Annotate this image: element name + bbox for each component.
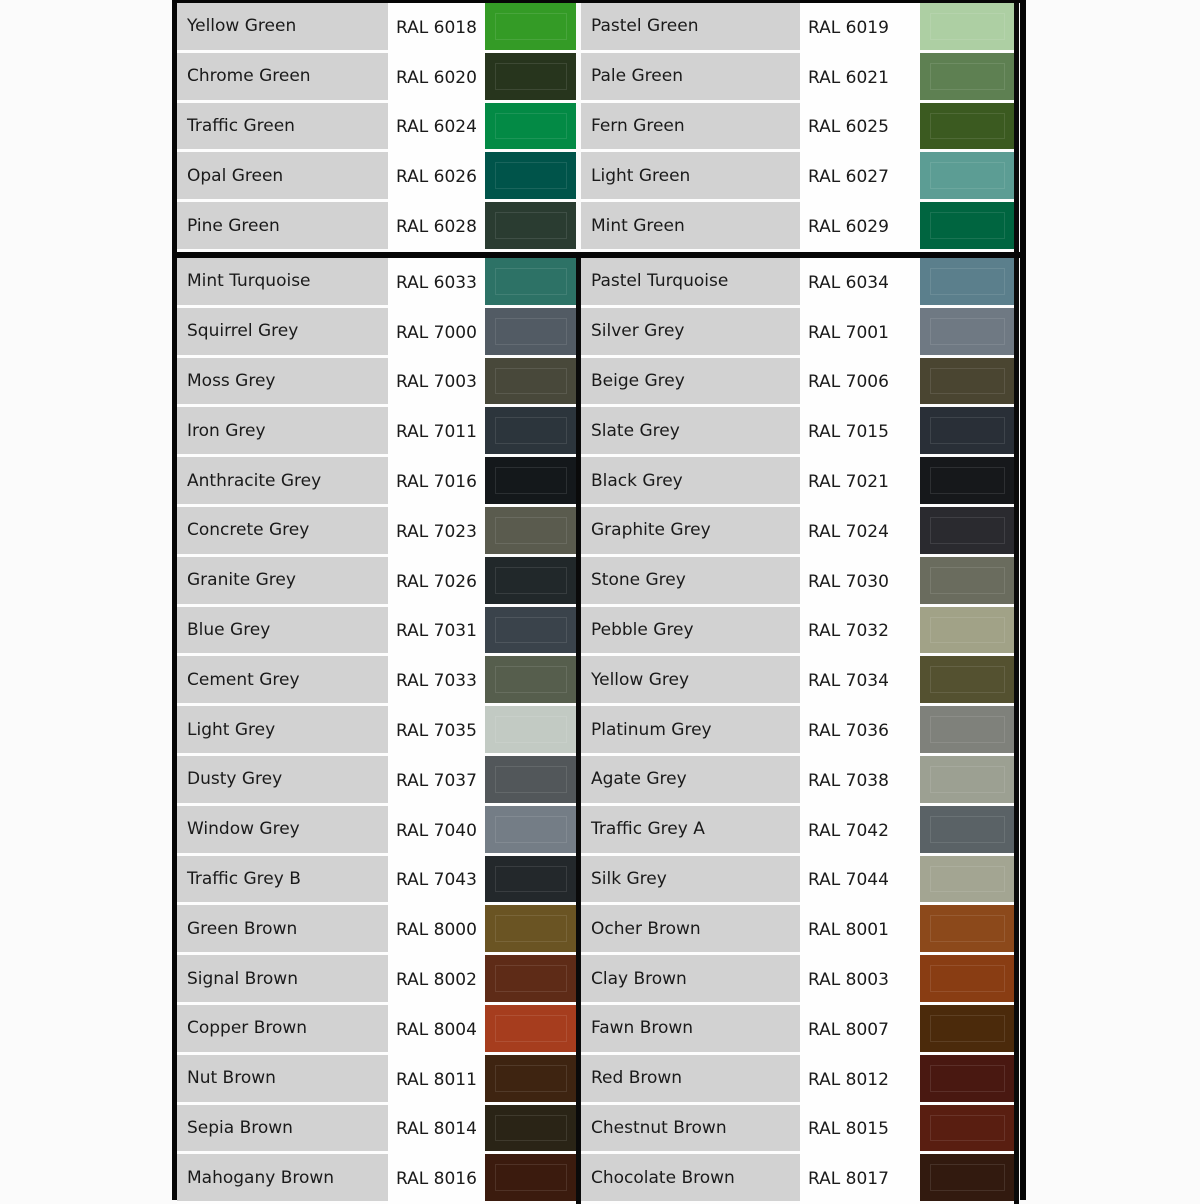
color-swatch-left — [485, 955, 576, 1005]
color-name-cell-left: Traffic Green — [177, 103, 388, 153]
table-right-edge — [1014, 955, 1019, 1005]
color-name-cell-left: Squirrel Grey — [177, 308, 388, 358]
table-right-edge — [1014, 103, 1019, 153]
color-swatch-right — [920, 152, 1014, 202]
ral-code-cell-right: RAL 6029 — [800, 202, 920, 252]
table-right-edge — [1014, 557, 1019, 607]
color-name-cell-left: Light Grey — [177, 706, 388, 756]
color-name-cell-left: Signal Brown — [177, 955, 388, 1005]
color-swatch-right — [920, 557, 1014, 607]
table-right-edge — [1014, 1055, 1019, 1105]
table-right-edge — [1014, 1105, 1019, 1155]
color-name-cell-left: Mint Turquoise — [177, 258, 388, 308]
ral-code-cell-left: RAL 7035 — [388, 706, 485, 756]
ral-chart-sheet — [172, 0, 1019, 1200]
color-name-cell-right: Black Grey — [581, 457, 800, 507]
color-name-cell-left: Anthracite Grey — [177, 457, 388, 507]
color-swatch-left — [485, 308, 576, 358]
ral-code-cell-left: RAL 8000 — [388, 905, 485, 955]
table-right-edge — [1014, 308, 1019, 358]
table-right-edge — [1014, 152, 1019, 202]
ral-code-cell-left: RAL 7016 — [388, 457, 485, 507]
color-swatch-right — [920, 202, 1014, 252]
table-right-edge — [1014, 756, 1019, 806]
color-swatch-left — [485, 152, 576, 202]
ral-code-cell-right: RAL 6034 — [800, 258, 920, 308]
color-swatch-right — [920, 358, 1014, 408]
color-swatch-right — [920, 1105, 1014, 1155]
ral-code-cell-left: RAL 7003 — [388, 358, 485, 408]
color-swatch-right — [920, 308, 1014, 358]
color-swatch-right — [920, 656, 1014, 706]
ral-code-cell-right: RAL 6021 — [800, 53, 920, 103]
ral-code-cell-right: RAL 8012 — [800, 1055, 920, 1105]
table-right-edge — [1014, 656, 1019, 706]
color-swatch-left — [485, 103, 576, 153]
color-name-cell-left: Nut Brown — [177, 1055, 388, 1105]
color-swatch-left — [485, 706, 576, 756]
color-name-cell-right: Chestnut Brown — [581, 1105, 800, 1155]
color-name-cell-right: Pebble Grey — [581, 607, 800, 657]
color-swatch-left — [485, 756, 576, 806]
color-name-cell-right: Beige Grey — [581, 358, 800, 408]
color-name-cell-right: Agate Grey — [581, 756, 800, 806]
ral-code-cell-right: RAL 6019 — [800, 3, 920, 53]
color-name-cell-right: Platinum Grey — [581, 706, 800, 756]
ral-code-cell-left: RAL 7040 — [388, 806, 485, 856]
ral-table-greys-browns — [177, 258, 1019, 1204]
color-name-cell-left: Yellow Green — [177, 3, 388, 53]
table-right-edge — [1014, 507, 1019, 557]
color-name-cell-right: Silk Grey — [581, 856, 800, 906]
color-swatch-right — [920, 507, 1014, 557]
table-right-edge — [1014, 1154, 1019, 1204]
ral-code-cell-left: RAL 7026 — [388, 557, 485, 607]
color-name-cell-right: Silver Grey — [581, 308, 800, 358]
color-name-cell-right: Yellow Grey — [581, 656, 800, 706]
ral-code-cell-left: RAL 7043 — [388, 856, 485, 906]
color-swatch-left — [485, 806, 576, 856]
table-right-edge — [1014, 358, 1019, 408]
ral-code-cell-right: RAL 7044 — [800, 856, 920, 906]
table-right-edge — [1014, 706, 1019, 756]
ral-code-cell-left: RAL 8002 — [388, 955, 485, 1005]
ral-code-cell-right: RAL 7024 — [800, 507, 920, 557]
color-name-cell-right: Fern Green — [581, 103, 800, 153]
ral-code-cell-left: RAL 8011 — [388, 1055, 485, 1105]
color-swatch-right — [920, 756, 1014, 806]
color-swatch-left — [485, 358, 576, 408]
color-name-cell-right: Mint Green — [581, 202, 800, 252]
color-swatch-left — [485, 507, 576, 557]
ral-code-cell-right: RAL 8017 — [800, 1154, 920, 1204]
ral-code-cell-right: RAL 7032 — [800, 607, 920, 657]
ral-code-cell-right: RAL 6027 — [800, 152, 920, 202]
color-name-cell-left: Blue Grey — [177, 607, 388, 657]
page-right-border — [1020, 0, 1026, 1200]
color-name-cell-left: Iron Grey — [177, 407, 388, 457]
ral-code-cell-left: RAL 8014 — [388, 1105, 485, 1155]
color-swatch-right — [920, 607, 1014, 657]
ral-code-cell-left: RAL 6018 — [388, 3, 485, 53]
color-swatch-right — [920, 856, 1014, 906]
color-name-cell-left: Dusty Grey — [177, 756, 388, 806]
table-right-edge — [1014, 258, 1019, 308]
color-name-cell-left: Traffic Grey B — [177, 856, 388, 906]
color-swatch-left — [485, 202, 576, 252]
color-swatch-left — [485, 258, 576, 308]
ral-code-cell-right: RAL 6025 — [800, 103, 920, 153]
table-right-edge — [1014, 1005, 1019, 1055]
color-swatch-left — [485, 1105, 576, 1155]
ral-code-cell-right: RAL 8007 — [800, 1005, 920, 1055]
color-name-cell-left: Cement Grey — [177, 656, 388, 706]
color-swatch-right — [920, 407, 1014, 457]
color-name-cell-right: Ocher Brown — [581, 905, 800, 955]
color-name-cell-left: Opal Green — [177, 152, 388, 202]
ral-code-cell-left: RAL 6026 — [388, 152, 485, 202]
color-swatch-left — [485, 407, 576, 457]
table-right-edge — [1014, 3, 1019, 53]
table-right-edge — [1014, 806, 1019, 856]
ral-code-cell-right: RAL 8003 — [800, 955, 920, 1005]
color-swatch-right — [920, 1055, 1014, 1105]
color-swatch-right — [920, 258, 1014, 308]
color-swatch-left — [485, 53, 576, 103]
table-right-edge — [1014, 905, 1019, 955]
ral-code-cell-left: RAL 6024 — [388, 103, 485, 153]
color-swatch-right — [920, 53, 1014, 103]
color-swatch-left — [485, 656, 576, 706]
color-name-cell-right: Pale Green — [581, 53, 800, 103]
color-swatch-right — [920, 955, 1014, 1005]
color-name-cell-left: Moss Grey — [177, 358, 388, 408]
ral-code-cell-right: RAL 7036 — [800, 706, 920, 756]
ral-code-cell-right: RAL 8001 — [800, 905, 920, 955]
color-swatch-left — [485, 607, 576, 657]
color-swatch-left — [485, 557, 576, 607]
color-swatch-left — [485, 3, 576, 53]
color-name-cell-right: Pastel Turquoise — [581, 258, 800, 308]
ral-code-cell-right: RAL 7006 — [800, 358, 920, 408]
ral-code-cell-right: RAL 7034 — [800, 656, 920, 706]
color-name-cell-right: Fawn Brown — [581, 1005, 800, 1055]
color-swatch-left — [485, 1005, 576, 1055]
color-name-cell-left: Chrome Green — [177, 53, 388, 103]
color-name-cell-left: Copper Brown — [177, 1005, 388, 1055]
ral-code-cell-right: RAL 7015 — [800, 407, 920, 457]
color-name-cell-right: Chocolate Brown — [581, 1154, 800, 1204]
ral-code-cell-right: RAL 7038 — [800, 756, 920, 806]
color-swatch-left — [485, 905, 576, 955]
color-name-cell-left: Green Brown — [177, 905, 388, 955]
color-swatch-right — [920, 103, 1014, 153]
ral-code-cell-left: RAL 6028 — [388, 202, 485, 252]
table-right-edge — [1014, 457, 1019, 507]
color-name-cell-left: Concrete Grey — [177, 507, 388, 557]
color-name-cell-right: Clay Brown — [581, 955, 800, 1005]
color-name-cell-right: Graphite Grey — [581, 507, 800, 557]
ral-code-cell-right: RAL 7042 — [800, 806, 920, 856]
table-right-edge — [1014, 407, 1019, 457]
table-right-edge — [1014, 53, 1019, 103]
color-swatch-left — [485, 457, 576, 507]
color-name-cell-left: Mahogany Brown — [177, 1154, 388, 1204]
color-swatch-right — [920, 806, 1014, 856]
color-name-cell-right: Stone Grey — [581, 557, 800, 607]
color-swatch-right — [920, 1005, 1014, 1055]
ral-code-cell-left: RAL 6033 — [388, 258, 485, 308]
ral-code-cell-right: RAL 7001 — [800, 308, 920, 358]
ral-code-cell-right: RAL 7030 — [800, 557, 920, 607]
ral-code-cell-right: RAL 8015 — [800, 1105, 920, 1155]
table-right-edge — [1014, 202, 1019, 252]
color-swatch-right — [920, 905, 1014, 955]
ral-code-cell-left: RAL 7031 — [388, 607, 485, 657]
table-right-edge — [1014, 607, 1019, 657]
color-name-cell-left: Window Grey — [177, 806, 388, 856]
color-name-cell-right: Pastel Green — [581, 3, 800, 53]
color-name-cell-right: Red Brown — [581, 1055, 800, 1105]
color-swatch-right — [920, 706, 1014, 756]
ral-code-cell-left: RAL 7023 — [388, 507, 485, 557]
ral-code-cell-left: RAL 7000 — [388, 308, 485, 358]
color-name-cell-right: Light Green — [581, 152, 800, 202]
color-name-cell-right: Traffic Grey A — [581, 806, 800, 856]
ral-code-cell-left: RAL 7037 — [388, 756, 485, 806]
ral-code-cell-left: RAL 8004 — [388, 1005, 485, 1055]
ral-code-cell-left: RAL 8016 — [388, 1154, 485, 1204]
color-swatch-left — [485, 1154, 576, 1204]
color-name-cell-left: Sepia Brown — [177, 1105, 388, 1155]
ral-code-cell-left: RAL 7033 — [388, 656, 485, 706]
color-name-cell-left: Pine Green — [177, 202, 388, 252]
color-swatch-right — [920, 1154, 1014, 1204]
table-right-edge — [1014, 856, 1019, 906]
color-swatch-left — [485, 1055, 576, 1105]
color-swatch-left — [485, 856, 576, 906]
ral-code-cell-left: RAL 6020 — [388, 53, 485, 103]
ral-table-greens — [177, 3, 1019, 252]
ral-code-cell-right: RAL 7021 — [800, 457, 920, 507]
ral-code-cell-left: RAL 7011 — [388, 407, 485, 457]
color-swatch-right — [920, 3, 1014, 53]
color-name-cell-right: Slate Grey — [581, 407, 800, 457]
color-swatch-right — [920, 457, 1014, 507]
color-name-cell-left: Granite Grey — [177, 557, 388, 607]
